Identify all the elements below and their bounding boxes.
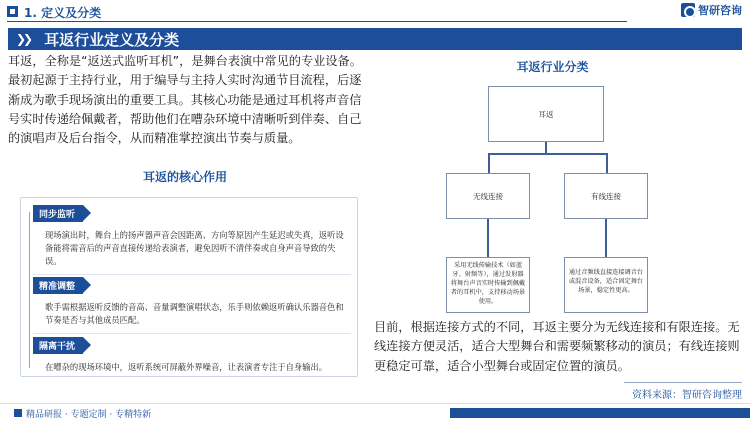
brand-logo-icon [681, 3, 695, 17]
root-node: 耳返 [488, 86, 604, 142]
core-item-text: 在嘈杂的现场环境中，返听系统可屏蔽外界噪音，让表演者专注于自身输出。 [45, 362, 328, 372]
double-chevron-icon: ❯❯ [16, 32, 31, 46]
footer-tagline: 精品研报 · 专题定制 · 专精特新 [26, 410, 152, 420]
top-bar [0, 0, 750, 26]
connector-line [487, 219, 489, 257]
page-title: 耳返行业定义及分类 [44, 30, 180, 49]
summary-paragraph: 目前，根据连接方式的不同，耳返主要分为无线连接和有限连接。无线连接方便灵活，适合大型舞台和需要频繁移动的演员；有线连接则更稳定可靠，适合小型舞台或固定位置的演员。 [374, 320, 740, 373]
connector-line [488, 153, 608, 155]
core-item-text: 歌手需根据返听反馈的音高、音量调整演唱状态，乐手则依赖返听确认乐器音色和节奏是否与其他成员匹配。 [45, 302, 344, 325]
core-functions-title: 耳返的核心作用 [142, 170, 227, 184]
core-item-label: 隔离干扰 [33, 337, 83, 354]
wireless-detail-node: 采用无线传输技术（如蓝牙、射频等），通过发射器将舞台声音实时传输到佩戴者的耳机中，支持移动场景使用。 [446, 257, 530, 313]
classification-diagram [430, 52, 675, 320]
header-divider [7, 21, 627, 22]
footer-square-icon [14, 409, 22, 417]
source-divider [624, 382, 742, 383]
section-banner [8, 28, 742, 50]
intro-paragraph: 耳返，全称是“返送式监听耳机”，是舞台表演中常见的专业设备。最初起源于主持行业，用于编导与主持人实时沟通节目流程，后逐渐成为歌手现场演出的重要工具。其核心功能是通过耳机将声音信号实时传递给佩戴者，帮助他们在嘈杂环境中清晰听到伴奏、自己的演唱声及后台指令，从而精准掌控演出节奏与质量。 [8, 54, 362, 146]
connector-line [606, 153, 608, 173]
core-item-text: 现场演出时，舞台上的扬声器声音会因距离、方向等原因产生延迟或失真，返听设备能将需音后的声音直接传递给表演者，避免因听不清伴奏或自身声音导致的失误。 [45, 230, 344, 266]
breadcrumb: 1. 定义及分类 [24, 6, 102, 20]
classification-title: 耳返行业分类 [516, 60, 589, 74]
core-item-sync-monitor [33, 202, 351, 275]
connector-line [488, 153, 490, 173]
brand-logo-text: 智研咨询 [698, 4, 742, 17]
core-item-isolate-noise [33, 334, 351, 374]
core-item-label: 精准调整 [33, 277, 83, 294]
wired-detail-node: 通过音频线直接连接调音台或混音设备，适合固定舞台场景，稳定性更高。 [564, 257, 648, 313]
footer [0, 403, 750, 421]
branch-node-wired: 有线连接 [564, 173, 648, 219]
brand-logo [681, 2, 742, 18]
core-functions-panel [20, 197, 358, 377]
core-item-precise-adjust [33, 274, 351, 334]
source-note: 资料来源：智研咨询整理 [632, 390, 742, 401]
core-item-label: 同步监听 [33, 205, 83, 222]
connector-line [605, 219, 607, 257]
section-square-icon [7, 6, 18, 17]
panel-guide-line [29, 212, 30, 368]
branch-node-wireless: 无线连接 [446, 173, 530, 219]
footer-accent-bar [450, 408, 750, 418]
